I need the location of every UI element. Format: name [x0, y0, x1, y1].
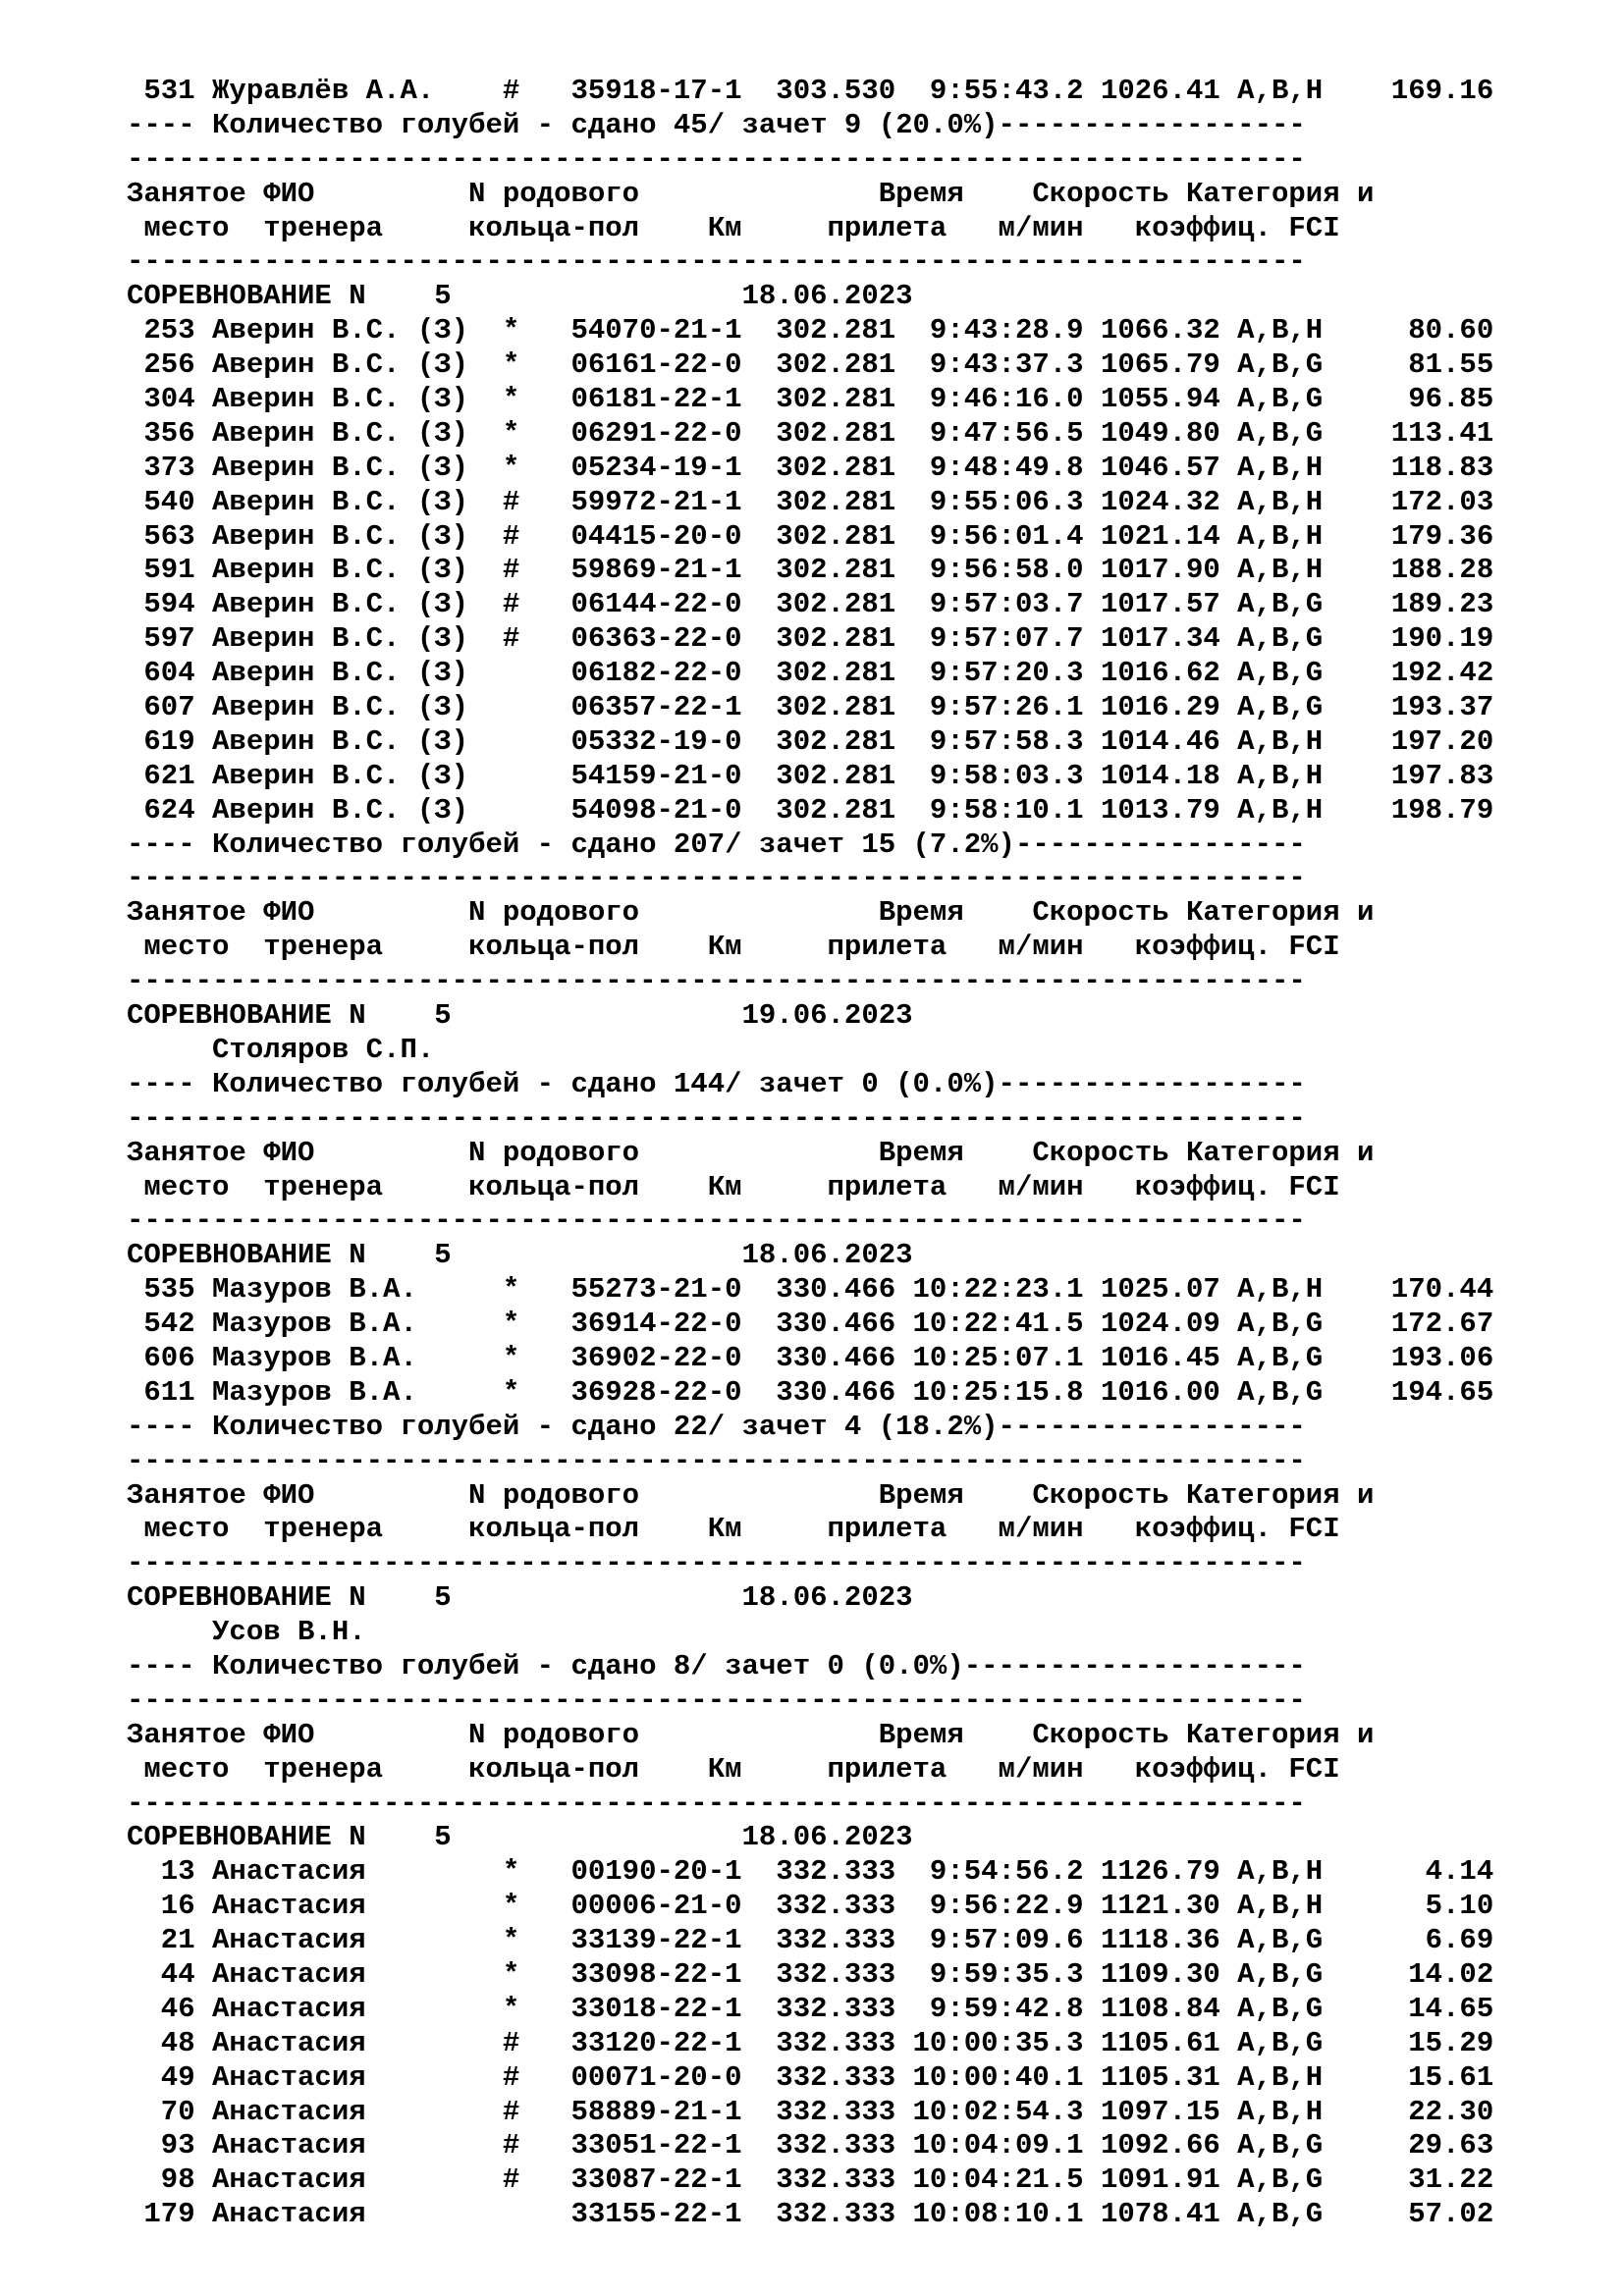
result-row: 13 Анастасия * 00190-20-1 332.333 9:54:56.2 1126.79 A,B,H 4.14	[127, 1855, 1494, 1889]
separator: ---------------------------------------------------------------------	[127, 1101, 1306, 1135]
result-row: 621 Аверин В.С. (З) 54159-21-0 302.281 9:58:03.3 1014.18 A,B,H 197.83	[127, 759, 1494, 792]
separator: ---------------------------------------------------------------------	[127, 965, 1306, 998]
separator: ---------------------------------------------------------------------	[127, 245, 1306, 279]
contest-line: СОРЕВНОВАНИЕ N 5 18.06.2023	[127, 280, 913, 313]
result-row: 373 Аверин В.С. (З) * 05234-19-1 302.281 9:48:49.8 1046.57 A,B,H 118.83	[127, 451, 1494, 484]
column-header: место тренера кольца-пол Км прилета м/мин коэффиц. FCI	[127, 211, 1340, 244]
result-row: 604 Аверин В.С. (З) 06182-22-0 302.281 9:57:20.3 1016.62 A,B,G 192.42	[127, 657, 1494, 690]
result-row: 93 Анастасия # 33051-22-1 332.333 10:04:09.1 1092.66 A,B,G 29.63	[127, 2129, 1494, 2163]
result-row: 356 Аверин В.С. (З) * 06291-22-0 302.281 9:47:56.5 1049.80 A,B,G 113.41	[127, 416, 1494, 450]
separator: ---------------------------------------------------------------------	[127, 142, 1306, 176]
column-header: место тренера кольца-пол Км прилета м/мин коэффиц. FCI	[127, 1513, 1340, 1546]
result-row: 535 Мазуров В.А. * 55273-21-0 330.466 10:22:23.1 1025.07 A,B,H 170.44	[127, 1273, 1494, 1307]
result-row: 619 Аверин В.С. (З) 05332-19-0 302.281 9:57:58.3 1014.46 A,B,H 197.20	[127, 724, 1494, 758]
result-row: 611 Мазуров В.А. * 36928-22-0 330.466 10:25:15.8 1016.00 A,B,G 194.65	[127, 1375, 1494, 1409]
result-row: 594 Аверин В.С. (З) # 06144-22-0 302.281 9:57:03.7 1017.57 A,B,G 189.23	[127, 588, 1494, 621]
contest-line: СОРЕВНОВАНИЕ N 5 19.06.2023	[127, 999, 913, 1033]
result-row: 304 Аверин В.С. (З) * 06181-22-1 302.281 9:46:16.0 1055.94 A,B,G 96.85	[127, 383, 1494, 416]
result-row: 98 Анастасия # 33087-22-1 332.333 10:04:21.5 1091.91 A,B,G 31.22	[127, 2163, 1494, 2197]
separator: ---------------------------------------------------------------------	[127, 1683, 1306, 1717]
column-header: Занятое ФИО N родового Время Скорость Категория и	[127, 896, 1375, 930]
column-header: место тренера кольца-пол Км прилета м/мин коэффиц. FCI	[127, 1752, 1340, 1786]
column-header: Занятое ФИО N родового Время Скорость Категория и	[127, 177, 1375, 210]
result-row: 540 Аверин В.С. (З) # 59972-21-1 302.281 9:55:06.3 1024.32 A,B,H 172.03	[127, 485, 1494, 518]
summary-line: ---- Количество голубей - сдано 45/ зачет 9 (20.0%)------------------	[127, 108, 1306, 141]
column-header: Занятое ФИО N родового Время Скорость Категория и	[127, 1136, 1375, 1169]
result-row: 46 Анастасия * 33018-22-1 332.333 9:59:42.8 1108.84 A,B,G 14.65	[127, 1992, 1494, 2025]
summary-line: ---- Количество голубей - сдано 22/ зачет 4 (18.2%)------------------	[127, 1410, 1306, 1443]
column-header: Занятое ФИО N родового Время Скорость Категория и	[127, 1718, 1375, 1751]
contest-line: СОРЕВНОВАНИЕ N 5 18.06.2023	[127, 1821, 913, 1854]
result-row: 253 Аверин В.С. (З) * 54070-21-1 302.281 9:43:28.9 1066.32 A,B,H 80.60	[127, 314, 1494, 347]
separator: ---------------------------------------------------------------------	[127, 862, 1306, 895]
result-row: 591 Аверин В.С. (З) # 59869-21-1 302.281 9:56:58.0 1017.90 A,B,H 188.28	[127, 554, 1494, 587]
column-header: Занятое ФИО N родового Время Скорость Категория и	[127, 1478, 1375, 1512]
separator: ---------------------------------------------------------------------	[127, 1547, 1306, 1580]
separator: ---------------------------------------------------------------------	[127, 1204, 1306, 1238]
separator: ---------------------------------------------------------------------	[127, 1787, 1306, 1820]
result-row: 70 Анастасия # 58889-21-1 332.333 10:02:54.3 1097.15 A,B,H 22.30	[127, 2095, 1494, 2128]
result-row: 542 Мазуров В.А. * 36914-22-0 330.466 10:22:41.5 1024.09 A,B,G 172.67	[127, 1308, 1494, 1341]
result-row: 607 Аверин В.С. (З) 06357-22-1 302.281 9:57:26.1 1016.29 A,B,G 193.37	[127, 691, 1494, 724]
result-row: 48 Анастасия # 33120-22-1 332.333 10:00:35.3 1105.61 A,B,G 15.29	[127, 2026, 1494, 2059]
column-header: место тренера кольца-пол Км прилета м/мин коэффиц. FCI	[127, 1170, 1340, 1203]
contest-line: СОРЕВНОВАНИЕ N 5 18.06.2023	[127, 1581, 913, 1615]
column-header: место тренера кольца-пол Км прилета м/мин коэффиц. FCI	[127, 931, 1340, 964]
result-row: 597 Аверин В.С. (З) # 06363-22-0 302.281 9:57:07.7 1017.34 A,B,G 190.19	[127, 622, 1494, 656]
result-row: 21 Анастасия * 33139-22-1 332.333 9:57:09.6 1118.36 A,B,G 6.69	[127, 1924, 1494, 1957]
trainer-name: Усов В.Н.	[127, 1616, 366, 1649]
result-row: 179 Анастасия 33155-22-1 332.333 10:08:10.1 1078.41 A,B,G 57.02	[127, 2198, 1494, 2231]
contest-line: СОРЕВНОВАНИЕ N 5 18.06.2023	[127, 1239, 913, 1272]
result-row: 256 Аверин В.С. (З) * 06161-22-0 302.281 9:43:37.3 1065.79 A,B,G 81.55	[127, 348, 1494, 382]
summary-line: ---- Количество голубей - сдано 8/ зачет 0 (0.0%)--------------------	[127, 1649, 1306, 1682]
result-row: 606 Мазуров В.А. * 36902-22-0 330.466 10:25:07.1 1016.45 A,B,G 193.06	[127, 1341, 1494, 1374]
trainer-name: Столяров С.П.	[127, 1033, 435, 1066]
result-row: 563 Аверин В.С. (З) # 04415-20-0 302.281 9:56:01.4 1021.14 A,B,H 179.36	[127, 519, 1494, 553]
results-report	[127, 75, 1599, 2232]
result-row: 531 Журавлёв А.А. # 35918-17-1 303.530 9:55:43.2 1026.41 A,B,H 169.16	[127, 75, 1494, 107]
result-row: 624 Аверин В.С. (З) 54098-21-0 302.281 9:58:10.1 1013.79 A,B,H 198.79	[127, 793, 1494, 827]
result-row: 44 Анастасия * 33098-22-1 332.333 9:59:35.3 1109.30 A,B,G 14.02	[127, 1957, 1494, 1991]
result-row: 16 Анастасия * 00006-21-0 332.333 9:56:22.9 1121.30 A,B,H 5.10	[127, 1890, 1494, 1923]
summary-line: ---- Количество голубей - сдано 207/ зачет 15 (7.2%)-----------------	[127, 828, 1306, 861]
summary-line: ---- Количество голубей - сдано 144/ зачет 0 (0.0%)------------------	[127, 1067, 1306, 1100]
result-row: 49 Анастасия # 00071-20-0 332.333 10:00:40.1 1105.31 A,B,H 15.61	[127, 2060, 1494, 2094]
separator: ---------------------------------------------------------------------	[127, 1444, 1306, 1477]
